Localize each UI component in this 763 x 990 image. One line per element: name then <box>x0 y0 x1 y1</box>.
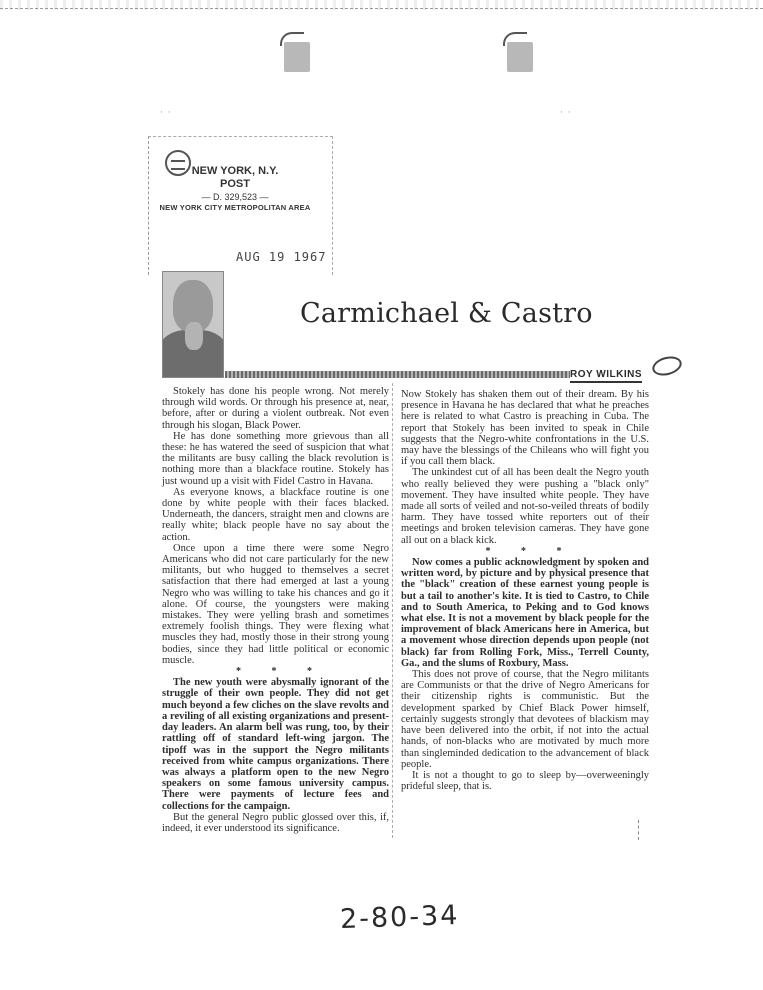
handwritten-scribble <box>650 353 684 378</box>
page-top-border <box>0 0 763 9</box>
punch-hole-right-icon <box>507 42 533 72</box>
date-stamp: AUG 19 1967 <box>236 250 327 264</box>
margin-mark <box>638 820 641 840</box>
article-right-column <box>401 389 649 792</box>
paragraph: Once upon a time there were some Negro Americans who did not care particularly for the new militants, but who hugged to themselves a secret satisfaction that there had emerged at last a young Negro who was willing to take his chances and go it alone. Of course, the youngsters were making mistakes. They were yelling brash and sometimes extremely foolish things. They were flexing what muscles they had, mostly those in their strong young bodies, since they had little political or economic muscle. <box>162 542 389 666</box>
paragraph: Now comes a public acknowledgment by spoken and written word, by picture and by physical presence that the "black" creation of these earnest young people is but a tail to another's kite. It is tied to Castro, to Chile and to South America, to Peking and to God knows what else. It is not a movement by black people for the improvement of black Americans here in America, but a movement whose direction depends upon people (not black) far from Rolling Fork, Miss., Terrell County, Ga., and the slums of Roxbury, Mass. <box>401 557 649 669</box>
paragraph: This does not prove of course, that the Negro militants are Communists or that the drive of Negro Americans for their citizenship rights is communistic. But the development sparked by Chief Black Power himself, certainly suggests strongly that devotees of blackism may have been delivered into the orbit, if not into the actual hands, of non-blacks who are motivated by much more than singleminded dedication to the advancement of black people. <box>401 669 649 770</box>
paragraph: He has done something more grievous than all these: he has watered the seed of suspicion that what the militants are busy calling the black revolution is nothing more than a blackface routine. Stokely has just wound up a visit with Fidel Castro in Havana. <box>162 430 389 487</box>
portrait-hand <box>185 322 203 350</box>
section-break: * * * <box>485 545 576 557</box>
paragraph: It is not a thought to go to sleep by—overweeningly prideful sleep, that is. <box>401 769 649 793</box>
handwritten-file-number: 2-80-34 <box>339 899 460 936</box>
column-divider <box>392 383 394 838</box>
author-portrait <box>162 271 224 378</box>
article-headline: Carmichael & Castro <box>300 298 593 329</box>
paragraph: Now Stokely has shaken them out of their dream. By his presence in Havana he has declared that what he preaches here is related to what Castro is preaching in Cuba. The report that Stokely has been invited to speak in Chile suggests that the Negro-white confrontations in the U.S. may have the blessings of the Chileans who will fight you if you call them black. <box>401 389 649 468</box>
masthead-city: NEW YORK, N.Y. <box>191 165 279 177</box>
paragraph: The new youth were abysmally ignorant of the struggle of their own people. They did not get much beyond a few cliches on the slave revolts and a reviling of all existing organizations and present-day leaders. An alarm bell was rung, too, by their rattling off of standard left-wing jargon. The tipoff was in the support the Negro militants received from white campus organizations. There was always a platform open to the new Negro speakers on some famous university campus. There were payments of lecture fees and collections for the campaign. <box>162 677 389 812</box>
section-break: * * * <box>236 666 326 678</box>
paragraph: As everyone knows, a blackface routine is one done by white people with their faces blacked. Underneath, the dancers, straight men and clowns are really white; black people have no say about the action. <box>162 486 389 543</box>
masthead-area: NEW YORK CITY METROPOLITAN AREA <box>159 203 311 212</box>
headline-rule <box>225 371 570 378</box>
article-left-column <box>162 386 389 834</box>
punch-hole-left-icon <box>284 42 310 72</box>
masthead-circulation: — D. 329,523 — <box>201 192 269 202</box>
paragraph: Stokely has done his people wrong. Not merely through wild words. Or through his presence at, near, before, after or during a violent outbreak. Not even through his slogan, Black Power. <box>162 386 389 431</box>
paragraph: The unkindest cut of all has been dealt the Negro youth who really believed they were pushing a "black only" movement. They have insulted white people. They have made all sorts of veiled and not-so-veiled threats of bodily harm. They have tossed white reporters out of their meetings and broken television cameras. They have gone all out on a black kick. <box>401 467 649 546</box>
paragraph: But the general Negro public glossed over this, if, indeed, it ever understood its significance. <box>162 811 389 834</box>
masthead-paper: POST <box>220 178 250 190</box>
scan-noise: · · <box>160 108 172 118</box>
scan-noise: · · <box>560 108 572 118</box>
article-byline: ROY WILKINS <box>570 369 642 383</box>
